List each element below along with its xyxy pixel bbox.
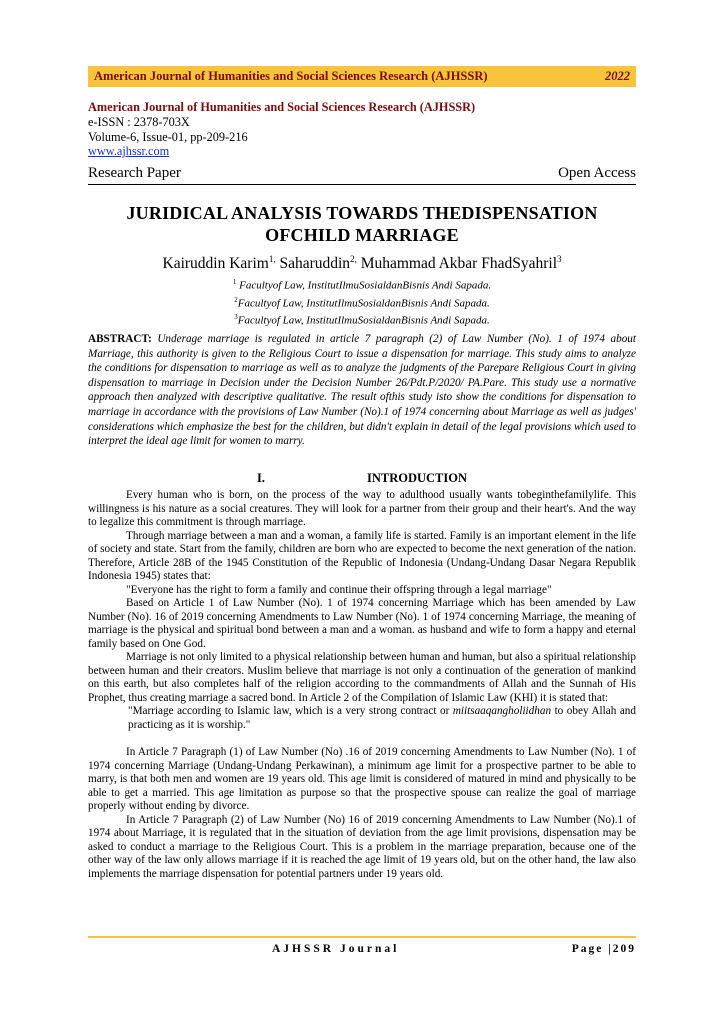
block-quote-text: to obey Allah and practicing as it is worship." bbox=[128, 705, 636, 731]
paragraph: Every human who is born, on the process of the way to adulthood usually wants tobeginthefamilylife. This willingness is his nature as a social creatures. They will look for a partner from their group and their heart's. And the way to legalize this commitment is through marriage. bbox=[88, 489, 636, 528]
quote-paragraph: "Everyone has the right to form a family and continue their offspring through a legal marriage" bbox=[126, 583, 552, 596]
footer-journal: AJHSSR Journal bbox=[272, 943, 400, 955]
abstract-text: Underage marriage is regulated in article 7 paragraph (2) of Law Number (No). 1 of 1974 about Marriage, this authority is given to the Religious Court to issue a dispensation for marriage. This study aims to analyze the conditions for dispensation to marriage as well as to analyze the judgments of the Parepare Religious Court in giving dispensation to marriage in Decision under the Decision Number 26/Pdt.P/2020/ PA.Pare. This study use a normative approach then analyzed with descriptive qualitative. The result ofthis study isto show the conditions for dispensation to marriage in accordance with the provisions of Law Number (No).1 of 1974 concerning about Marriage as well as judges' considerations which emphasize the best for the children, but didn't explain in detail of the legal provisions which used to interpret the ideal age limit for women to marry. bbox=[88, 333, 636, 448]
paper-type-row bbox=[88, 163, 636, 185]
affiliation-mark: 1 bbox=[232, 278, 237, 286]
section-title: INTRODUCTION bbox=[366, 471, 467, 485]
paragraph: In Article 7 Paragraph (1) of Law Number (No) .16 of 2019 concerning Amendments to Law Number (No). 1 of 1974 concerning Marriage (Undang-Undang Perkawinan), a minimum age limit for a prospective partner to be able to marry, is that both men and women are 19 years old. This age limit is considered of matured in mind and physically to be able to get a married. This age limitation as purpose so that the prospective spouse can realize the goal of marriage properly without ending by divorce. bbox=[88, 746, 636, 812]
header-journal-title: American Journal of Humanities and Social Sciences Research (AJHSSR) bbox=[94, 69, 488, 83]
affiliation-text: Facultyof Law, InstitutIlmuSosialdanBisnis Andi Sapada. bbox=[237, 314, 490, 327]
affiliation-mark: 2 bbox=[234, 295, 238, 304]
paper-title-line-1: JURIDICAL ANALYSIS TOWARDS THEDISPENSATION bbox=[126, 203, 598, 223]
block-quote-text: "Marriage according to Islamic law, which is a very strong contract or bbox=[128, 705, 453, 717]
journal-url-link[interactable]: www.ajhssr.com bbox=[88, 144, 170, 159]
affiliation-line bbox=[88, 293, 636, 311]
abstract bbox=[88, 332, 636, 449]
author-name: Saharuddin bbox=[275, 255, 351, 273]
block-quote-term: miitsaaqangholiidhan bbox=[452, 705, 552, 717]
author-affiliation-mark: 3 bbox=[557, 254, 562, 264]
block-quote bbox=[88, 705, 636, 732]
section-heading bbox=[88, 471, 636, 486]
affiliation-mark: 3 bbox=[234, 313, 238, 322]
paragraph: In Article 7 Paragraph (2) of Law Number (No) 16 of 2019 concerning Amendments to Law Number (No).1 of 1974 about Marriage, it is regulated that in the situation of deviation from the age limit provisions, dispensation may be asked to conduct a marriage to the Religious Court. This is a problem in the marriage preparation, because one of the other way of the law only allows marriage if it is reached the age limit of 19 years old, but on the other hand, the law also implements the marriage dispensation for potential partners under 19 years old. bbox=[88, 813, 636, 880]
affiliation-list bbox=[88, 275, 636, 328]
journal-volume: Volume-6, Issue-01, pp-209-216 bbox=[88, 129, 248, 144]
footer-page-number: Page |209 bbox=[571, 943, 636, 955]
author-affiliation-mark: 1, bbox=[268, 254, 276, 264]
paragraph: Marriage is not only limited to a physical relationship between human and human, but also a spiritual relationship between human and their creators. Muslim believe that marriage is not only a continuation of the generation of mankind on this earth, but also completes half of the religion according to the commandments of Allah and the Sunnah of His Prophet, thus creating marriage a sacred bond. In Article 2 of the Compilation of Islamic Law (KHI) it is stated that: bbox=[88, 651, 636, 704]
affiliation-text: Facultyof Law, InstitutIlmuSosialdanBisnis Andi Sapada. bbox=[236, 279, 492, 292]
journal-issn: e-ISSN : 2378-703X bbox=[88, 114, 190, 129]
open-access-label: Open Access bbox=[558, 165, 636, 181]
author-affiliation-mark: 2, bbox=[350, 254, 357, 264]
affiliation-line bbox=[88, 310, 636, 328]
author-name: Kairuddin Karim bbox=[162, 255, 269, 273]
header-band bbox=[88, 66, 636, 87]
paragraph: Through marriage between a man and a woman, a family life is started. Family is an important element in the life of society and state. Start from the family, children are born who are expected to become the next generation of the nation. Therefore, Article 28B of the 1945 Constitution of the Republic of Indonesia (Undang-Undang Dasar Negara Republik Indonesia 1945) states that: bbox=[88, 529, 636, 582]
abstract-label: ABSTRACT: bbox=[88, 333, 152, 345]
paper-type-label: Research Paper bbox=[88, 165, 181, 181]
section-number: I. bbox=[256, 471, 265, 485]
author-name: Muhammad Akbar FhadSyahril bbox=[356, 255, 557, 273]
author-list bbox=[88, 254, 636, 273]
paper-title-line-2: OFCHILD MARRIAGE bbox=[265, 225, 459, 245]
journal-name: American Journal of Humanities and Social Sciences Research (AJHSSR) bbox=[88, 100, 476, 114]
footer-rule bbox=[88, 936, 636, 938]
affiliation-line bbox=[88, 275, 636, 293]
header-year: 2022 bbox=[605, 69, 630, 83]
journal-info bbox=[88, 100, 475, 159]
paper-title bbox=[88, 202, 636, 246]
body-text bbox=[88, 489, 636, 881]
paragraph: Based on Article 1 of Law Number (No). 1 of 1974 concerning Marriage which has been amended by Law Number (No). 16 of 2019 concerning Amendments to Law Number (No). 1 of 1974 concerning Marriage, the meaning of marriage is the physical and spiritual bond between a man and a woman. as husband and wife to form a happy and eternal family based on One God. bbox=[88, 597, 636, 650]
affiliation-text: Facultyof Law, InstitutIlmuSosialdanBisnis Andi Sapada. bbox=[237, 297, 490, 310]
